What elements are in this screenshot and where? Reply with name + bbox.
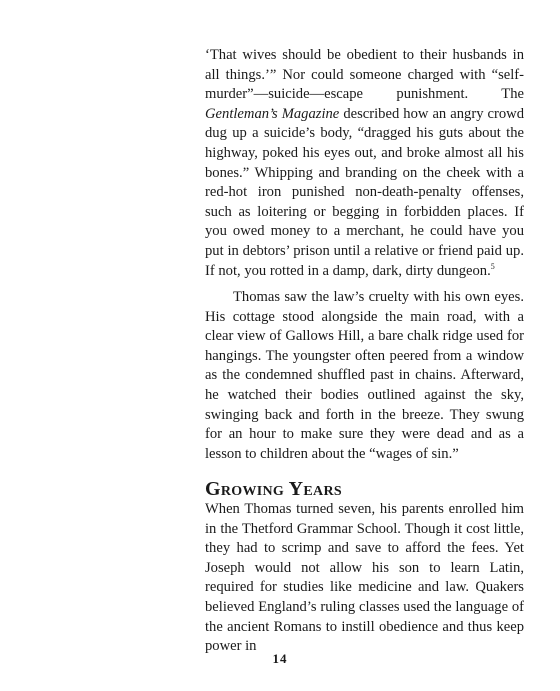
paragraph-text: When Thomas turned seven, his parents enrolled him in the Thetford Grammar School. Though it cost little, they had to scrimp and save to afford the fees. Yet Joseph would not allow his son to learn Latin, required for studies like medicine and law. Quakers believed England’s ruling classes used the language of the ancient Romans to instill obedience and thus keep power in	[205, 501, 524, 655]
magazine-title: Gentleman’s Magazine	[205, 105, 340, 122]
paragraph-text-before: ‘That wives should be obedient to their husbands in all things.’” Nor could someone charged with “self-murder”—suicide—escape punishment. The	[205, 47, 524, 103]
paragraph-gallows-hill	[205, 288, 524, 464]
section-heading: Growing Years	[205, 478, 342, 500]
page-number: 14	[272, 651, 288, 666]
paragraph-grammar-school	[205, 500, 524, 657]
paragraph-text: Thomas saw the law’s cruelty with his own eyes. His cottage stood alongside the main road, with a clear view of Gallows Hill, a bare chalk ridge used for hangings. The youngster often peered from a window as the condemned shuffled past in chains. Afterward, he watched their bodies outlined against the sky, swinging back and forth in the breeze. They swung for an hour to make sure they were dead and as a lesson to children about the “wages of sin.”	[205, 289, 524, 462]
paragraph-text-after: described how an angry crowd dug up a suicide’s body, “dragged his guts about the highway, poked his eyes out, and broke almost all his bones.” Whipping and branding on the cheek with a red-hot iron punished non-death-penalty offenses, such as loitering or begging in forbidden places. If you owed money to a merchant, he could have you put in debtors’ prison until a relative or friend paid up. If not, you rotted in a damp, dark, dirty dungeon.	[205, 105, 525, 279]
footnote-reference: 5	[490, 261, 495, 271]
paragraph-continuation	[205, 46, 524, 281]
